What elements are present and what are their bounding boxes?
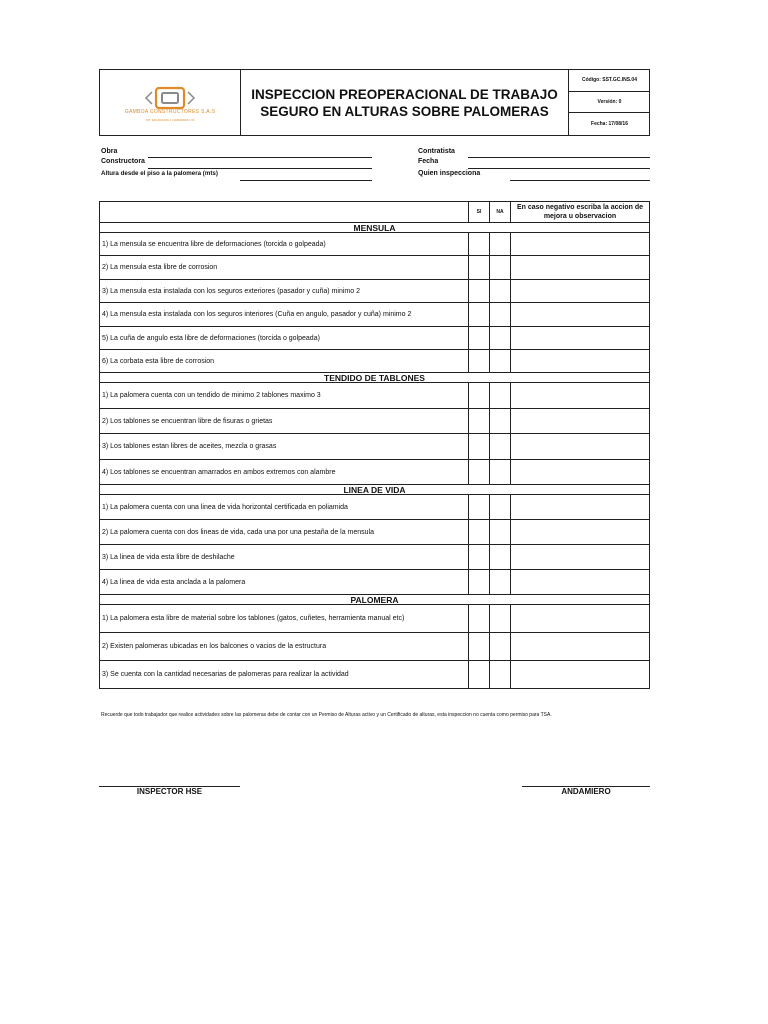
answer-na-cell[interactable] [490,303,511,326]
observation-cell[interactable] [511,605,649,632]
answer-si-cell[interactable] [469,545,490,569]
field-input-constructora[interactable] [148,168,372,169]
document-header [99,69,650,136]
table-row [99,327,650,350]
checklist-item-text: 1) La palomera cuenta con un tendido de minimo 2 tablones maximo 3 [100,383,469,408]
observation-cell[interactable] [511,460,649,484]
answer-si-cell[interactable] [469,434,490,459]
table-row [99,460,650,485]
section-header-row [99,373,650,383]
section-title: LINEA DE VIDA [343,484,406,495]
table-row [99,633,650,661]
field-label-constructora: Constructora [101,158,145,165]
checklist-item-text: 3) Los tablones estan libres de aceites, mezcla o grasas [100,434,469,459]
checklist-item-text: 3) La linea de vida esta libre de deshilache [100,545,469,569]
answer-si-cell[interactable] [469,570,490,594]
answer-si-cell[interactable] [469,327,490,349]
table-row [99,383,650,409]
answer-si-cell[interactable] [469,495,490,519]
table-row [99,280,650,303]
answer-na-cell[interactable] [490,545,511,569]
checklist-body [99,223,650,689]
observation-cell[interactable] [511,633,649,660]
observation-cell[interactable] [511,327,649,349]
section-title: TENDIDO DE TABLONES [324,372,425,383]
checklist-item-text: 1) La palomera cuenta con una linea de vida horizontal certificada en poliamida [100,495,469,519]
answer-na-cell[interactable] [490,434,511,459]
field-label-obra: Obra [101,148,118,155]
observation-cell[interactable] [511,409,649,433]
answer-na-cell[interactable] [490,350,511,372]
table-row [99,303,650,327]
document-title: INSPECCION PREOPERACIONAL DE TRABAJO SEGURO EN ALTURAS SOBRE PALOMERAS [251,86,558,119]
table-row [99,605,650,633]
field-input-quien[interactable] [510,180,650,181]
table-row [99,495,650,520]
field-input-fecha[interactable] [468,168,650,169]
column-header-si: SI [469,202,490,222]
answer-si-cell[interactable] [469,633,490,660]
answer-na-cell[interactable] [490,233,511,255]
checklist-item-text: 4) La mensula esta instalada con los seguros interiores (Cuña en angulo, pasador y cuña) minimo 2 [100,303,469,326]
observation-cell[interactable] [511,434,649,459]
checklist-item-text: 2) Los tablones se encuentran libre de fisuras o grietas [100,409,469,433]
answer-si-cell[interactable] [469,460,490,484]
checklist-item-text: 1) La mensula se encuentra libre de deformaciones (torcida o golpeada) [100,233,469,255]
answer-si-cell[interactable] [469,383,490,408]
field-label-contratista: Contratista [418,148,455,155]
document-version: Versión: 0 [569,92,650,114]
table-row [99,409,650,434]
column-header-observacion: En caso negativo escriba la accion de mejora u observacion [516,204,644,220]
observation-cell[interactable] [511,545,649,569]
answer-na-cell[interactable] [490,383,511,408]
observation-cell[interactable] [511,495,649,519]
observation-cell[interactable] [511,350,649,372]
logo-brand-text: GAMBOA CONSTRUCTORES S.A.S [124,109,216,115]
answer-si-cell[interactable] [469,605,490,632]
checklist-item-text: 4) Los tablones se encuentran amarrados en ambos extremos con alambre [100,460,469,484]
section-header-row [99,223,650,233]
observation-cell[interactable] [511,303,649,326]
column-header-na: NA [490,202,511,222]
answer-na-cell[interactable] [490,280,511,302]
checklist-table [99,201,650,689]
table-row [99,520,650,545]
header-blank-cell [100,202,469,222]
observation-cell[interactable] [511,256,649,279]
field-label-fecha: Fecha [418,158,439,165]
checklist-item-text: 1) La palomera esta libre de material sobre los tablones (gatos, cuñetes, herramienta manual etc) [100,605,469,632]
answer-si-cell[interactable] [469,303,490,326]
answer-si-cell[interactable] [469,520,490,544]
company-logo [100,70,241,135]
checklist-item-text: 2) La palomera cuenta con dos lineas de vida, cada una por una pestaña de la mensula [100,520,469,544]
answer-si-cell[interactable] [469,233,490,255]
answer-na-cell[interactable] [490,520,511,544]
checklist-item-text: 6) La corbata esta libre de corrosion [100,350,469,372]
table-header-row [99,201,650,223]
document-code: Código: SST.GC.INS.04 [569,70,650,92]
table-row [99,350,650,373]
document-date: Fecha: 17/08/16 [591,120,628,127]
field-label-quien: Quien inspecciona [418,170,481,177]
answer-na-cell[interactable] [490,570,511,594]
answer-si-cell[interactable] [469,256,490,279]
observation-cell[interactable] [511,661,649,688]
observation-cell[interactable] [511,570,649,594]
answer-na-cell[interactable] [490,409,511,433]
logo-sub-text: NIT: 900.000.000-1 | 000000000 | 00 [145,118,195,122]
checklist-item-text: 3) Se cuenta con la cantidad necesarias de palomeras para realizar la actividad [100,661,469,688]
signature-label-inspector: INSPECTOR HSE [136,787,203,796]
table-row [99,256,650,280]
answer-si-cell[interactable] [469,409,490,433]
answer-na-cell[interactable] [490,661,511,688]
answer-na-cell[interactable] [490,460,511,484]
answer-si-cell[interactable] [469,280,490,302]
observation-cell[interactable] [511,233,649,255]
section-header-row [99,595,650,605]
table-row [99,545,650,570]
checklist-item-text: 4) La linea de vida esta anclada a la palomera [100,570,469,594]
answer-na-cell[interactable] [490,495,511,519]
answer-na-cell[interactable] [490,327,511,349]
observation-cell[interactable] [511,383,649,408]
table-row [99,661,650,689]
section-title: PALOMERA [350,594,399,605]
answer-si-cell[interactable] [469,661,490,688]
signature-label-andamiero: ANDAMIERO [561,787,611,796]
checklist-item-text: 2) Existen palomeras ubicadas en los balcones o vacios de la estructura [100,633,469,660]
footer-note: Recuerde que todo trabajador que realice actividades sobre las palomeras debe de contar con un Permiso de Alturas activo y un Certificado de alturas, esta inspeccion no cuenta como permiso para TSA. [101,712,552,718]
checklist-item-text: 3) La mensula esta instalada con los seguros exteriores (pasador y cuña) minimo 2 [100,280,469,302]
field-input-contratista[interactable] [468,157,650,158]
table-row [99,570,650,595]
field-input-altura[interactable] [240,180,372,181]
document-meta [568,70,650,135]
field-label-altura: Altura desde el piso a la palomera (mts) [101,170,218,177]
section-title: MENSULA [353,222,396,233]
checklist-item-text: 5) La cuña de angulo esta libre de deformaciones (torcida o golpeada) [100,327,469,349]
answer-na-cell[interactable] [490,605,511,632]
company-logo-mark [100,70,240,135]
answer-na-cell[interactable] [490,256,511,279]
table-row [99,434,650,460]
observation-cell[interactable] [511,280,649,302]
section-header-row [99,485,650,495]
answer-na-cell[interactable] [490,633,511,660]
answer-si-cell[interactable] [469,350,490,372]
checklist-item-text: 2) La mensula esta libre de corrosion [100,256,469,279]
field-input-obra[interactable] [148,157,372,158]
table-row [99,233,650,256]
observation-cell[interactable] [511,520,649,544]
